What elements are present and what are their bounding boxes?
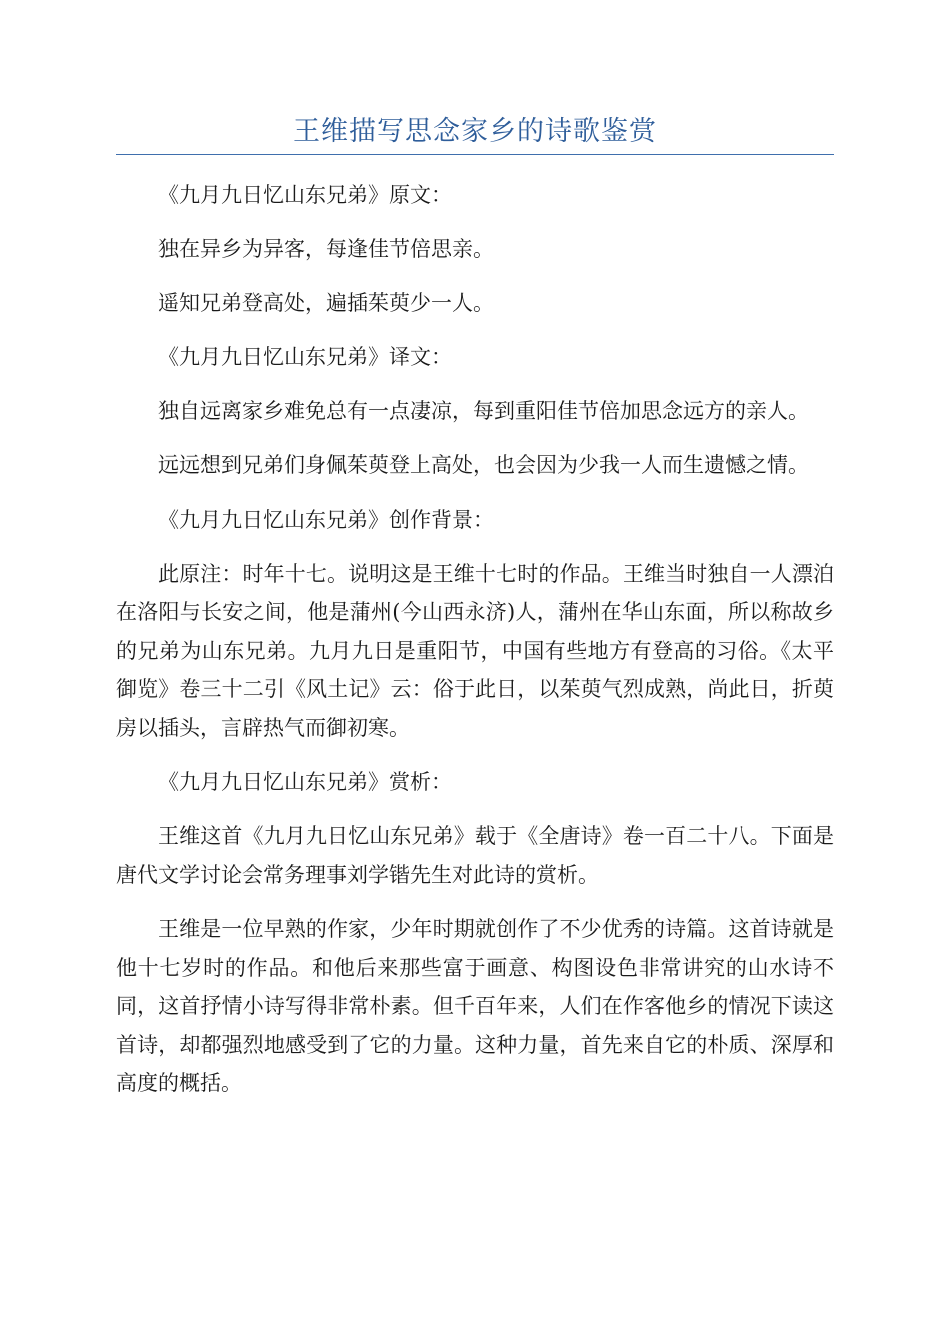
heading-original-text: 《九月九日忆山东兄弟》原文： [158,183,452,207]
heading-appreciation: 《九月九日忆山东兄弟》赏析： [158,770,452,795]
document-body [116,176,834,1118]
background-paragraph: 此原注：时年十七。说明这是王维十七时的作品。王维当时独自一人漂泊在洛阳与长安之间，他是蒲州(今山西永济)人，蒲州在华山东面，所以称故乡的兄弟为山东兄弟。九月九日是重阳节，中国有些地方有登高的习俗。《太平御览》卷三十二引《风土记》云：俗于此日，以茱萸气烈成熟，尚此日，折萸房以插头，言辟热气而御初寒。 [116,561,834,741]
heading-translation: 《九月九日忆山东兄弟》译文： [158,345,452,370]
appreciation-paragraph-2: 王维是一位早熟的作家，少年时期就创作了不少优秀的诗篇。这首诗就是他十七岁时的作品。和他后来那些富于画意、构图设色非常讲究的山水诗不同，这首抒情小诗写得非常朴素。但千百年来，人们在作客他乡的情况下读这首诗，却都强烈地感受到了它的力量。这种力量，首先来自它的朴质、深厚和高度的概括。 [116,916,834,1096]
poem-line-1: 独在异乡为异客，每逢佳节倍思亲。 [158,237,494,262]
document-title: 王维描写思念家乡的诗歌鉴赏 [293,116,657,147]
appreciation-paragraph-1: 王维这首《九月九日忆山东兄弟》载于《全唐诗》卷一百二十八。下面是唐代文学讨论会常务理事刘学锴先生对此诗的赏析。 [116,824,834,887]
translation-line-1: 独自远离家乡难免总有一点凄凉，每到重阳佳节倍加思念远方的亲人。 [158,399,809,424]
title-underline [116,154,834,155]
heading-background: 《九月九日忆山东兄弟》创作背景： [158,507,494,532]
translation-line-2: 远远想到兄弟们身佩茱萸登上高处，也会因为少我一人而生遗憾之情。 [158,453,809,478]
poem-line-2: 遥知兄弟登高处，遍插茱萸少一人。 [158,291,494,316]
